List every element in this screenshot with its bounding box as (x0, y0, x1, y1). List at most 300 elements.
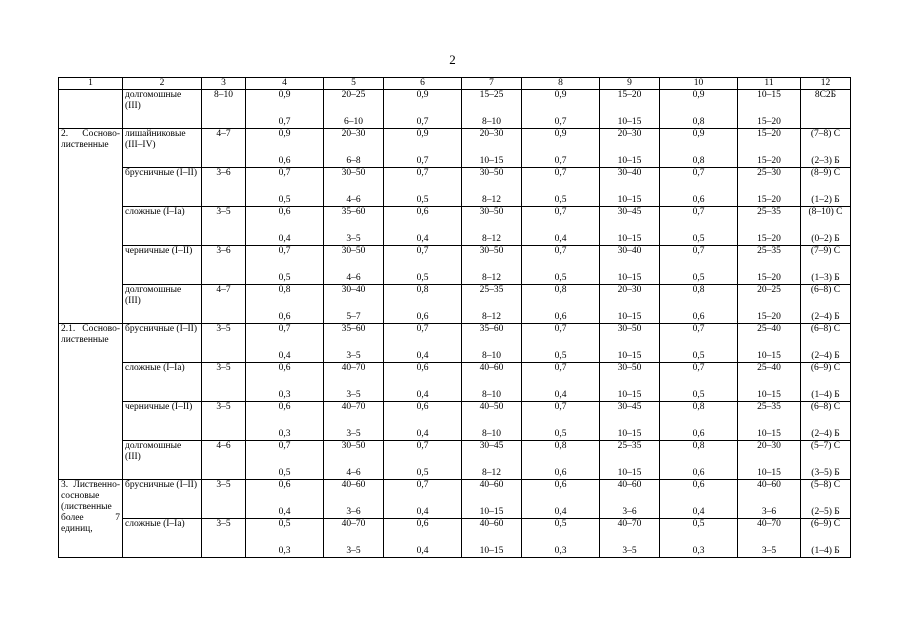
value-cell (738, 129, 801, 168)
column-number: 12 (801, 78, 851, 90)
age-range: 3–5 (202, 207, 246, 246)
forest-group-label: 2. Сосново-лиственные (59, 129, 123, 324)
value-bottom: 0,3 (278, 429, 291, 439)
value-bottom: 0,4 (278, 234, 291, 244)
value-top: 0,7 (278, 441, 291, 451)
age-range: 3–5 (202, 519, 246, 558)
value-top: 0,6 (416, 519, 429, 529)
forest-group-label: 3. Лиственно-сосновые (лиственные более 7 единиц, (59, 480, 123, 558)
value-bottom: 4–6 (346, 273, 361, 283)
value-cell (660, 441, 738, 480)
value-cell (660, 246, 738, 285)
table-row (59, 207, 851, 246)
composition-pine: (7–9) С (810, 246, 841, 256)
value-bottom: 15–20 (757, 273, 781, 283)
value-bottom: 0,3 (278, 390, 291, 400)
value-top: 0,7 (692, 207, 705, 217)
value-top: 0,7 (278, 168, 291, 178)
composition-birch: (2–4) Б (811, 429, 840, 439)
value-top: 40–70 (341, 402, 366, 412)
value-cell (522, 402, 600, 441)
value-cell (384, 519, 462, 558)
value-cell (384, 246, 462, 285)
value-top: 30–50 (617, 363, 642, 373)
value-bottom: 0,4 (416, 507, 429, 517)
value-cell (738, 480, 801, 519)
value-bottom: 0,5 (554, 195, 567, 205)
composition-birch: (3–5) Б (811, 468, 840, 478)
value-bottom: 15–20 (757, 312, 781, 322)
value-cell (522, 441, 600, 480)
value-cell (246, 441, 324, 480)
value-bottom: 8–10 (482, 390, 501, 400)
value-top: 25–35 (757, 246, 781, 256)
value-cell (738, 207, 801, 246)
value-cell (738, 324, 801, 363)
composition-cell (801, 90, 851, 129)
value-top: 15–20 (617, 90, 642, 100)
value-top: 0,7 (554, 168, 567, 178)
forest-type: черничные (I–II) (123, 246, 202, 285)
forest-type: лишайниковые (III–IV) (123, 129, 202, 168)
value-top: 0,7 (692, 363, 705, 373)
value-cell (738, 168, 801, 207)
value-cell (324, 441, 384, 480)
value-top: 0,7 (554, 402, 567, 412)
composition-cell (801, 285, 851, 324)
table-row (59, 363, 851, 402)
value-top: 25–35 (757, 402, 781, 412)
value-top: 0,9 (692, 90, 705, 100)
value-top: 0,7 (278, 246, 291, 256)
column-number: 9 (600, 78, 660, 90)
value-cell (462, 168, 522, 207)
value-cell (660, 480, 738, 519)
value-bottom: 0,6 (692, 468, 705, 478)
value-top: 25–40 (757, 324, 781, 334)
value-cell (522, 285, 600, 324)
composition-birch: (2–3) Б (811, 156, 840, 166)
age-range: 3–6 (202, 246, 246, 285)
value-bottom: 0,5 (692, 273, 705, 283)
value-top: 0,8 (554, 441, 567, 451)
value-top: 40–70 (617, 519, 642, 529)
value-bottom: 6–10 (344, 117, 363, 127)
value-cell (660, 519, 738, 558)
value-cell (462, 285, 522, 324)
value-top: 25–35 (617, 441, 642, 451)
value-top: 0,8 (278, 285, 291, 295)
value-bottom: 10–15 (617, 351, 642, 361)
value-bottom: 3–6 (346, 507, 361, 517)
value-bottom: 0,4 (416, 429, 429, 439)
age-range: 8–10 (202, 90, 246, 129)
value-cell (738, 246, 801, 285)
value-top: 35–60 (479, 324, 504, 334)
value-bottom: 5–7 (346, 312, 361, 322)
value-bottom: 4–6 (346, 468, 361, 478)
value-top: 15–25 (479, 90, 504, 100)
value-cell (738, 402, 801, 441)
forest-group-label: 2.1. Сосново-лиственные (59, 324, 123, 480)
value-top: 0,6 (416, 207, 429, 217)
value-bottom: 10–15 (617, 468, 642, 478)
value-top: 0,6 (554, 480, 567, 490)
value-top: 0,7 (692, 324, 705, 334)
value-top: 30–40 (341, 285, 366, 295)
value-bottom: 0,3 (278, 546, 291, 556)
value-bottom: 3–5 (346, 546, 361, 556)
value-top: 35–60 (341, 324, 366, 334)
value-bottom: 0,5 (692, 351, 705, 361)
value-bottom: 0,6 (554, 312, 567, 322)
value-top: 0,8 (554, 285, 567, 295)
value-bottom: 10–15 (617, 273, 642, 283)
value-bottom: 8–12 (482, 312, 501, 322)
value-cell (522, 519, 600, 558)
value-bottom: 10–15 (617, 156, 642, 166)
composition-pine: 8С2Б (814, 90, 837, 100)
value-top: 30–50 (341, 441, 366, 451)
value-bottom: 0,5 (554, 351, 567, 361)
value-top: 0,7 (416, 324, 429, 334)
composition-cell (801, 246, 851, 285)
composition-cell (801, 324, 851, 363)
value-cell (600, 363, 660, 402)
value-top: 40–60 (341, 480, 366, 490)
value-cell (324, 324, 384, 363)
composition-birch: (1–4) Б (811, 546, 840, 556)
value-top: 0,9 (692, 129, 705, 139)
value-top: 30–50 (479, 207, 504, 217)
composition-pine: (7–8) С (810, 129, 841, 139)
value-top: 20–25 (341, 90, 366, 100)
value-top: 0,8 (416, 285, 429, 295)
value-bottom: 10–15 (479, 507, 504, 517)
value-bottom: 3–5 (346, 429, 361, 439)
value-cell (738, 519, 801, 558)
value-cell (462, 246, 522, 285)
composition-birch: (0–2) Б (811, 234, 840, 244)
value-bottom: 8–10 (482, 429, 501, 439)
value-top: 40–60 (617, 480, 642, 490)
value-top: 0,9 (278, 90, 291, 100)
value-cell (738, 285, 801, 324)
composition-birch: (2–5) Б (811, 507, 840, 517)
value-top: 0,6 (692, 480, 705, 490)
value-top: 40–60 (479, 480, 504, 490)
value-cell (600, 324, 660, 363)
column-number: 6 (384, 78, 462, 90)
value-bottom: 0,6 (692, 195, 705, 205)
value-top: 40–60 (479, 519, 504, 529)
value-top: 30–50 (479, 246, 504, 256)
value-cell (660, 168, 738, 207)
value-top: 0,6 (278, 480, 291, 490)
table-row (59, 246, 851, 285)
value-top: 0,9 (278, 129, 291, 139)
forest-type: брусничные (I–II) (123, 168, 202, 207)
value-bottom: 10–15 (617, 312, 642, 322)
value-bottom: 8–10 (482, 117, 501, 127)
value-cell (462, 519, 522, 558)
value-cell (324, 246, 384, 285)
value-cell (600, 441, 660, 480)
value-bottom: 10–15 (757, 429, 781, 439)
table-row (59, 129, 851, 168)
value-bottom: 4–6 (346, 195, 361, 205)
value-cell (600, 285, 660, 324)
value-bottom: 10–15 (617, 234, 642, 244)
composition-cell (801, 207, 851, 246)
value-cell (660, 402, 738, 441)
value-cell (384, 285, 462, 324)
forest-type: брусничные (I–II) (123, 480, 202, 519)
value-top: 40–70 (757, 519, 781, 529)
value-top: 30–40 (617, 246, 642, 256)
value-top: 20–25 (757, 285, 781, 295)
value-cell (246, 246, 324, 285)
composition-pine: (6–8) С (810, 402, 841, 412)
value-cell (324, 480, 384, 519)
value-bottom: 0,7 (416, 156, 429, 166)
value-top: 30–50 (341, 168, 366, 178)
value-bottom: 10–15 (617, 429, 642, 439)
composition-cell (801, 441, 851, 480)
value-top: 30–50 (341, 246, 366, 256)
value-top: 30–45 (479, 441, 504, 451)
value-bottom: 8–12 (482, 234, 501, 244)
value-top: 30–45 (617, 207, 642, 217)
value-bottom: 0,7 (416, 117, 429, 127)
value-bottom: 0,6 (416, 312, 429, 322)
value-top: 40–60 (479, 363, 504, 373)
value-top: 0,9 (554, 90, 567, 100)
composition-pine: (8–9) С (810, 168, 841, 178)
table-row (59, 168, 851, 207)
forest-type: сложные (I–Iа) (123, 363, 202, 402)
value-bottom: 0,7 (278, 117, 291, 127)
value-top: 0,7 (554, 207, 567, 217)
column-number: 11 (738, 78, 801, 90)
value-cell (384, 207, 462, 246)
value-bottom: 10–15 (757, 351, 781, 361)
age-range: 4–7 (202, 129, 246, 168)
value-bottom: 0,4 (278, 507, 291, 517)
composition-pine: (6–8) С (810, 285, 841, 295)
value-top: 0,8 (692, 402, 705, 412)
table-row (59, 402, 851, 441)
value-cell (522, 324, 600, 363)
value-cell (462, 441, 522, 480)
value-cell (246, 402, 324, 441)
value-top: 20–30 (617, 285, 642, 295)
table-row (59, 90, 851, 129)
value-cell (246, 168, 324, 207)
value-top: 25–35 (479, 285, 504, 295)
value-bottom: 0,5 (554, 273, 567, 283)
value-top: 20–30 (617, 129, 642, 139)
value-cell (462, 207, 522, 246)
value-cell (384, 324, 462, 363)
value-top: 0,6 (278, 207, 291, 217)
value-cell (738, 363, 801, 402)
value-cell (660, 207, 738, 246)
table-row (59, 324, 851, 363)
value-cell (522, 480, 600, 519)
value-bottom: 0,6 (554, 468, 567, 478)
value-top: 25–35 (757, 207, 781, 217)
value-top: 15–20 (757, 129, 781, 139)
value-cell (462, 129, 522, 168)
value-cell (246, 207, 324, 246)
value-bottom: 8–12 (482, 468, 501, 478)
composition-cell (801, 168, 851, 207)
value-top: 35–60 (341, 207, 366, 217)
value-top: 25–30 (757, 168, 781, 178)
table-row (59, 441, 851, 480)
value-top: 0,6 (416, 363, 429, 373)
composition-pine: (8–10) С (808, 207, 843, 217)
forest-type: сложные (I–Iа) (123, 519, 202, 558)
value-cell (246, 285, 324, 324)
value-top: 0,9 (416, 90, 429, 100)
value-bottom: 15–20 (757, 117, 781, 127)
value-bottom: 6–8 (346, 156, 361, 166)
value-bottom: 0,4 (554, 507, 567, 517)
forest-type: долгомошные (III) (123, 90, 202, 129)
value-bottom: 3–6 (622, 507, 637, 517)
data-table (58, 77, 851, 558)
table-header (59, 78, 851, 90)
value-cell (660, 129, 738, 168)
forest-type: сложные (I–Iа) (123, 207, 202, 246)
value-bottom: 3–5 (622, 546, 637, 556)
value-bottom: 8–12 (482, 273, 501, 283)
composition-pine: (6–8) С (810, 324, 841, 334)
composition-birch: (1–2) Б (811, 195, 840, 205)
value-top: 20–30 (341, 129, 366, 139)
value-cell (246, 519, 324, 558)
value-top: 0,7 (416, 441, 429, 451)
value-bottom: 0,5 (416, 195, 429, 205)
age-range: 3–5 (202, 402, 246, 441)
table-row (59, 480, 851, 519)
table-body (59, 90, 851, 558)
value-top: 0,5 (554, 519, 567, 529)
value-cell (384, 402, 462, 441)
value-cell (324, 207, 384, 246)
composition-birch: (1–3) Б (811, 273, 840, 283)
value-top: 0,7 (278, 324, 291, 334)
value-top: 0,9 (554, 129, 567, 139)
value-bottom: 15–20 (757, 156, 781, 166)
value-bottom: 0,5 (554, 429, 567, 439)
value-top: 20–30 (479, 129, 504, 139)
forest-type: брусничные (I–II) (123, 324, 202, 363)
value-cell (600, 402, 660, 441)
value-bottom: 15–20 (757, 195, 781, 205)
value-top: 0,7 (416, 168, 429, 178)
column-number: 4 (246, 78, 324, 90)
value-cell (660, 285, 738, 324)
value-cell (246, 90, 324, 129)
value-top: 20–30 (757, 441, 781, 451)
value-cell (522, 90, 600, 129)
column-number: 7 (462, 78, 522, 90)
value-top: 0,7 (692, 246, 705, 256)
value-cell (384, 363, 462, 402)
value-bottom: 0,5 (692, 234, 705, 244)
value-top: 30–50 (617, 324, 642, 334)
value-cell (522, 246, 600, 285)
value-bottom: 0,5 (278, 195, 291, 205)
value-top: 30–40 (617, 168, 642, 178)
table-row (59, 519, 851, 558)
value-top: 10–15 (757, 90, 781, 100)
value-cell (522, 168, 600, 207)
value-bottom: 0,5 (278, 273, 291, 283)
value-cell (600, 246, 660, 285)
value-bottom: 3–5 (346, 351, 361, 361)
age-range: 3–5 (202, 363, 246, 402)
value-bottom: 0,6 (278, 156, 291, 166)
value-top: 0,7 (416, 246, 429, 256)
value-bottom: 10–15 (757, 390, 781, 400)
value-top: 40–50 (479, 402, 504, 412)
value-bottom: 15–20 (757, 234, 781, 244)
value-cell (660, 324, 738, 363)
value-cell (324, 363, 384, 402)
value-cell (600, 207, 660, 246)
column-number: 8 (522, 78, 600, 90)
value-cell (600, 480, 660, 519)
value-bottom: 0,7 (554, 117, 567, 127)
value-bottom: 0,8 (692, 156, 705, 166)
value-bottom: 0,4 (416, 234, 429, 244)
value-cell (600, 168, 660, 207)
forest-type: долгомошные (III) (123, 441, 202, 480)
value-bottom: 0,4 (416, 351, 429, 361)
value-top: 40–70 (341, 519, 366, 529)
value-bottom: 0,3 (692, 546, 705, 556)
value-bottom: 0,4 (554, 390, 567, 400)
value-cell (246, 129, 324, 168)
age-range: 3–6 (202, 168, 246, 207)
composition-cell (801, 129, 851, 168)
value-top: 0,7 (554, 246, 567, 256)
value-cell (324, 402, 384, 441)
value-bottom: 8–10 (482, 351, 501, 361)
composition-birch: (2–4) Б (811, 351, 840, 361)
value-cell (522, 207, 600, 246)
value-top: 0,6 (416, 402, 429, 412)
value-cell (462, 324, 522, 363)
value-bottom: 0,6 (692, 312, 705, 322)
age-range: 4–7 (202, 285, 246, 324)
value-bottom: 0,4 (692, 507, 705, 517)
value-cell (738, 441, 801, 480)
value-bottom: 0,5 (278, 468, 291, 478)
value-cell (384, 480, 462, 519)
composition-cell (801, 402, 851, 441)
value-top: 25–40 (757, 363, 781, 373)
value-top: 0,9 (416, 129, 429, 139)
value-bottom: 10–15 (617, 117, 642, 127)
value-bottom: 0,5 (416, 468, 429, 478)
value-bottom: 10–15 (617, 195, 642, 205)
value-bottom: 10–15 (617, 390, 642, 400)
